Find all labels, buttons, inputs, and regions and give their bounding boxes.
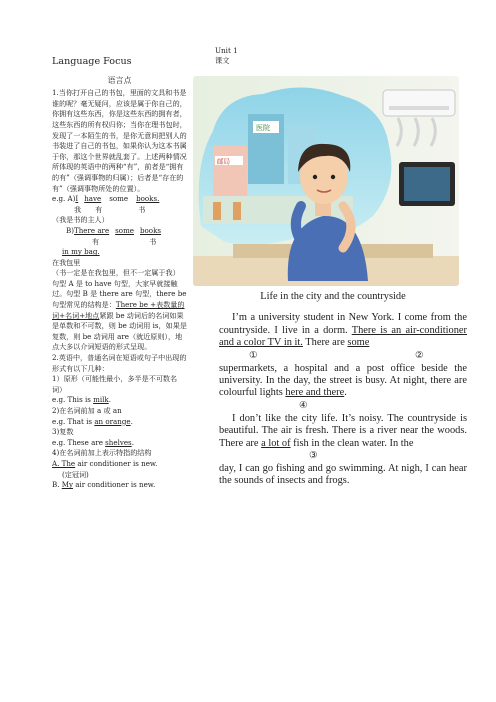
unit-label: Unit 1: [215, 46, 238, 55]
passage-paragraph-3: I don’t like the city life. It’s noisy. The countryside is beautiful. The air is fresh. There is a river near the woods. There are a lot of fish in the clean water. In the: [219, 412, 467, 449]
point-2-item-3: 3)复数: [52, 427, 74, 437]
point-2-item-2: 2)在名词前加 a 或 an: [52, 406, 122, 415]
example-b-note: （书一定是在我包里，但不一定属于我）: [52, 268, 180, 278]
example-b: [52, 226, 187, 279]
example-orange: e.g. That is an orange.: [52, 416, 133, 426]
language-focus-column: [52, 57, 187, 491]
marker-4: ④: [299, 400, 308, 411]
hospital-sign: 医院: [256, 124, 270, 132]
passage-paragraph-2: supermarkets, a hospital and a post office beside the university. In the day, the street is busy. At night, there are colourful lights here and there.: [219, 362, 467, 399]
example-b-gloss: 有 书: [92, 236, 157, 246]
example-the-note: (定冠词): [62, 469, 89, 479]
point-2-item-1: 1）原形（可能性最小，多半是不可数名词）: [52, 374, 178, 394]
boy-daydreaming-image: [193, 76, 459, 286]
example-the: A. The air conditioner is new.: [52, 458, 158, 468]
example-my: B. My air conditioner is new.: [52, 480, 156, 490]
example-a-sentence: e.g. A) I have some books.: [52, 194, 160, 204]
example-a-note: （我是书的主人）: [52, 215, 109, 225]
marker-1: ①: [249, 350, 258, 361]
point-1-text: 1.当你打开自己的书包，里面的文具和书是谁的呢？毫无疑问，应该是属于你自己的，你拥有这些东西，你是这些东西的拥有者，这些东西的所有权归你；当你在理书包时，发现了一本陌生的书，是你无意间把别人的书装进了自己的书包，如果你认为这本书属于你，那这个世界就乱套了。上述两种情况所体现的英语中的两种“有”，前者是“拥有的有”（强调事物的归属）；后者是“存在的有”（强调事物所处的位置）。: [52, 88, 187, 193]
example-b-location-gloss: 在我包里: [52, 257, 81, 267]
marker-2: ②: [415, 350, 424, 361]
passage: [219, 291, 467, 488]
example-shelves: e.g. These are shelves.: [52, 437, 134, 447]
point-2-item-4: 4)在名词前加上表示特指的结构: [52, 448, 152, 458]
markers-row-3: [219, 450, 467, 463]
passage-title: Life in the city and the countryside: [260, 291, 406, 302]
section-subtitle: 语言点: [107, 75, 132, 85]
story-illustration: [193, 76, 459, 286]
example-b-location: in my bag.: [62, 247, 100, 257]
section-title: Language Focus: [52, 56, 132, 67]
pattern-explanation: 句型 A 是 to have 句型，大家早就接触过。句型 B 是 there are 句型，there be 句型常见的结构是：There be +表数量的词+名词+地点紧跟 be 动词后的名词如果是单数和不可数，则 be 动词用 is，如果是复数，则 be 动词用 are（就近原则），地点大多以介词短语的形式呈现。: [52, 278, 187, 352]
passage-paragraph-1: I’m a university student in New York. I come from the countryside. I live in a dorm. There is an air-conditioner and a color TV in it. There are some: [219, 312, 467, 349]
example-a-gloss: 我 有 书: [74, 204, 146, 214]
unit-sublabel: 课文: [215, 56, 230, 65]
markers-row-1: [219, 350, 467, 363]
example-a: [52, 194, 187, 226]
point-2-text: 2.英语中，普通名词在短语或句子中出现的形式有以下几种：: [52, 353, 187, 373]
post-office-sign: 邮局: [217, 157, 230, 166]
markers-row-2: [219, 400, 467, 413]
unit-header: [215, 46, 238, 66]
example-b-sentence: B) There are some books: [66, 225, 162, 235]
example-milk: e.g. This is milk.: [52, 395, 111, 405]
marker-3: ③: [309, 451, 318, 462]
passage-paragraph-4: day, I can go fishing and go swimming. At nigh, I can hear the sounds of insects and frogs.: [219, 463, 467, 487]
